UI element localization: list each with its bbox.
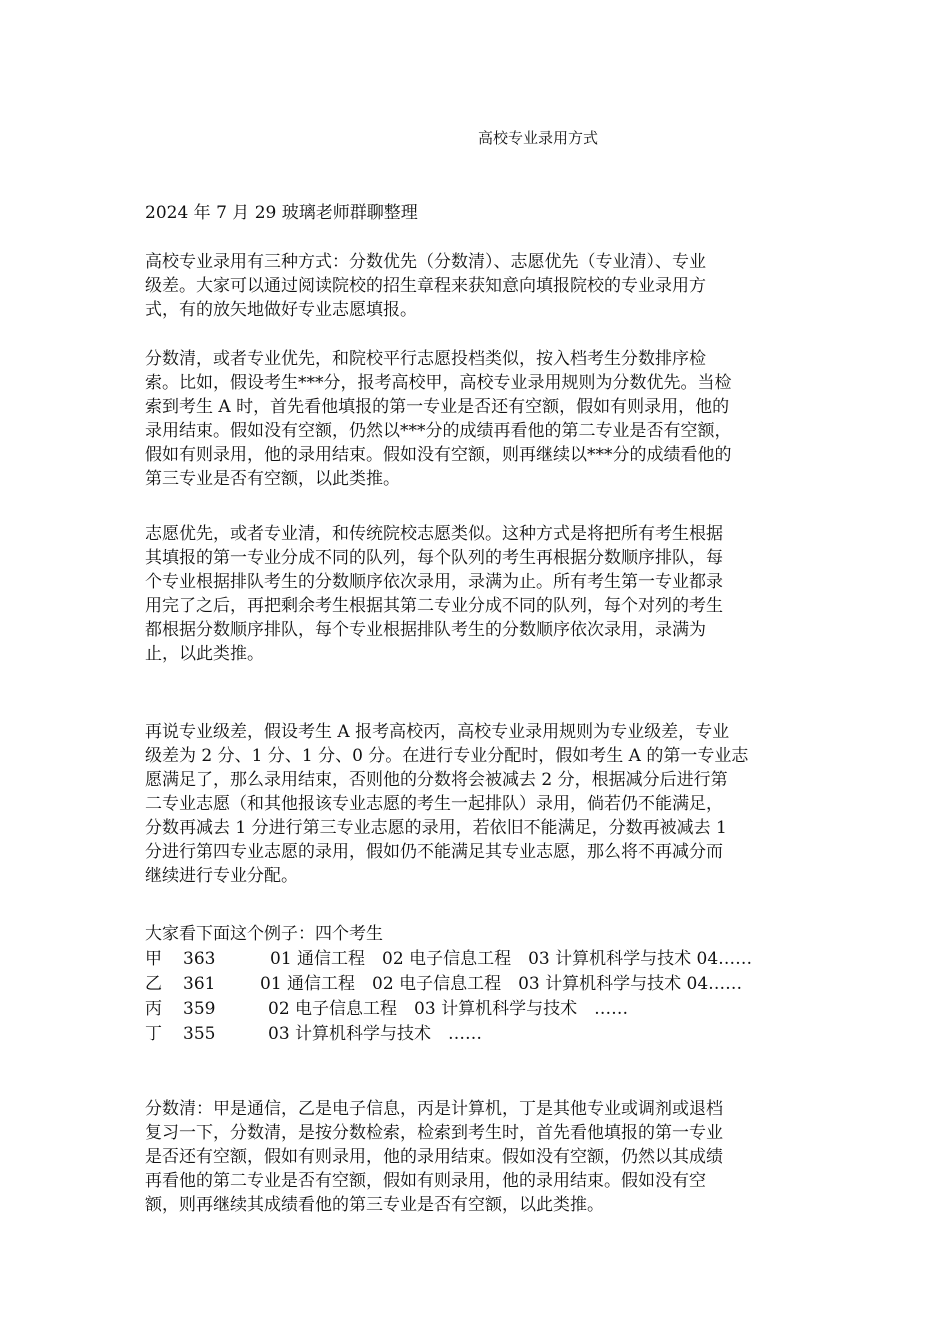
paragraph-line: 式，有的放矢地做好专业志愿填报。 <box>145 300 417 320</box>
example-heading: 大家看下面这个例子：四个考生 <box>145 924 383 944</box>
candidate-name: 丁 <box>145 1024 162 1044</box>
paragraph-line: 用完了之后，再把剩余考生根据其第二专业分成不同的队列，每个对列的考生 <box>145 596 723 616</box>
preference-first-paragraph <box>145 522 815 666</box>
candidate-choices: 01 通信工程 02 电子信息工程 03 计算机科学与技术 04…… <box>270 949 753 969</box>
candidate-name: 丙 <box>145 999 162 1019</box>
document-title: 高校专业录用方式 <box>478 129 599 147</box>
paragraph-line: 索到考生 A 时，首先看他填报的第一专业是否还有空额，假如有则录用，他的 <box>145 397 730 417</box>
paragraph-line: 假如有则录用，他的录用结束。假如没有空额，则再继续以***分的成绩看他的 <box>145 445 732 465</box>
paragraph-line: 愿满足了，那么录用结束，否则他的分数将会被减去 2 分，根据减分后进行第 <box>145 770 728 790</box>
paragraph-line: 其填报的第一专业分成不同的队列，每个队列的考生再根据分数顺序排队，每 <box>145 548 723 568</box>
paragraph-line: 录用结束。假如没有空额，仍然以***分的成绩再看他的第二专业是否有空额， <box>145 421 732 441</box>
grade-gap-paragraph <box>145 720 815 888</box>
score-first-paragraph <box>145 347 815 491</box>
intro-paragraph <box>145 250 815 322</box>
paragraph-line: 额，则再继续其成绩看他的第三专业是否有空额，以此类推。 <box>145 1195 604 1215</box>
paragraph-line: 级差为 2 分、1 分、1 分、0 分。在进行专业分配时，假如考生 A 的第一专业志 <box>145 746 749 766</box>
paragraph-line: 级差。大家可以通过阅读院校的招生章程来获知意向填报院校的专业录用方 <box>145 276 706 296</box>
candidate-choices: 03 计算机科学与技术 …… <box>268 1024 483 1044</box>
paragraph-line: 索。比如，假设考生***分，报考高校甲，高校专业录用规则为分数优先。当检 <box>145 373 732 393</box>
paragraph-line: 复习一下，分数清，是按分数检索，检索到考生时，首先看他填报的第一专业 <box>145 1123 723 1143</box>
paragraph-line: 继续进行专业分配。 <box>145 866 298 886</box>
candidate-score: 359 <box>183 999 216 1019</box>
candidate-choices: 02 电子信息工程 03 计算机科学与技术 …… <box>268 999 629 1019</box>
paragraph-line: 分进行第四专业志愿的录用，假如仍不能满足其专业志愿，那么将不再减分而 <box>145 842 723 862</box>
paragraph-line: 志愿优先，或者专业清，和传统院校志愿类似。这种方式是将把所有考生根据 <box>145 524 723 544</box>
paragraph-line: 个专业根据排队考生的分数顺序依次录用，录满为止。所有考生第一专业都录 <box>145 572 723 592</box>
candidate-score: 355 <box>183 1024 216 1044</box>
paragraph-line: 再看他的第二专业是否有空额，假如有则录用，他的录用结束。假如没有空 <box>145 1171 706 1191</box>
candidate-score: 361 <box>183 974 216 994</box>
paragraph-line: 止，以此类推。 <box>145 644 264 664</box>
candidate-score: 363 <box>183 949 216 969</box>
paragraph-line: 再说专业级差，假设考生 A 报考高校丙，高校专业录用规则为专业级差，专业 <box>145 722 730 742</box>
paragraph-line: 是否还有空额，假如有则录用，他的录用结束。假如没有空额，仍然以其成绩 <box>145 1147 723 1167</box>
score-clear-result-paragraph <box>145 1097 815 1217</box>
paragraph-line: 二专业志愿（和其他报该专业志愿的考生一起排队）录用，倘若仍不能满足， <box>145 794 723 814</box>
paragraph-line: 分数清：甲是通信，乙是电子信息，丙是计算机，丁是其他专业或调剂或退档 <box>145 1099 723 1119</box>
candidate-choices: 01 通信工程 02 电子信息工程 03 计算机科学与技术 04…… <box>260 974 743 994</box>
meta-line: 2024 年 7 月 29 玻璃老师群聊整理 <box>145 203 418 223</box>
candidate-name: 乙 <box>145 974 162 994</box>
candidate-name: 甲 <box>145 949 162 969</box>
paragraph-line: 高校专业录用有三种方式：分数优先（分数清）、志愿优先（专业清）、专业 <box>145 252 706 272</box>
paragraph-line: 都根据分数顺序排队，每个专业根据排队考生的分数顺序依次录用，录满为 <box>145 620 706 640</box>
paragraph-line: 分数再减去 1 分进行第三专业志愿的录用，若依旧不能满足，分数再被减去 1 <box>145 818 727 838</box>
paragraph-line: 第三专业是否有空额，以此类推。 <box>145 469 400 489</box>
paragraph-line: 分数清，或者专业优先，和院校平行志愿投档类似，按入档考生分数排序检 <box>145 349 706 369</box>
